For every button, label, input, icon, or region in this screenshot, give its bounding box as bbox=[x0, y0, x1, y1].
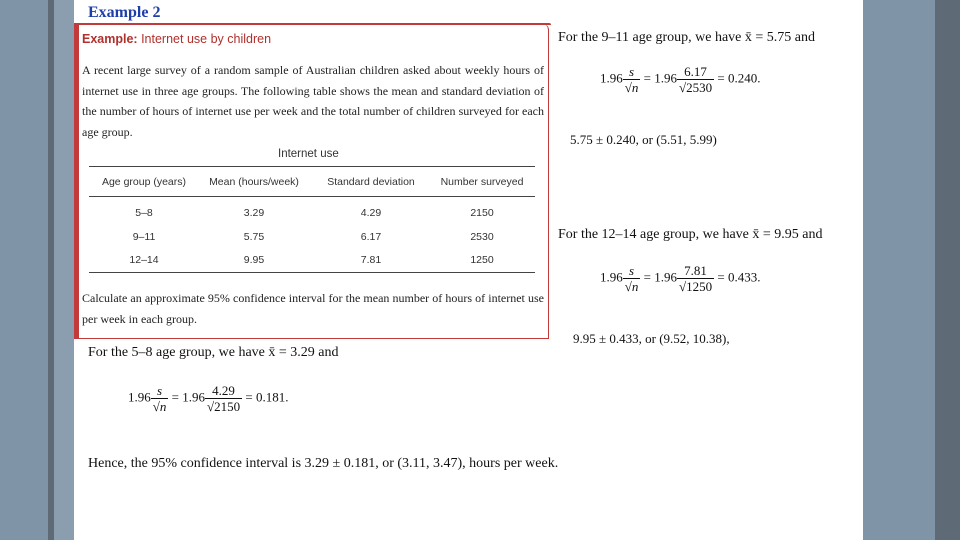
left-frame bbox=[0, 0, 48, 540]
table-cell: 5.75 bbox=[243, 231, 265, 243]
table-header-age: Age group (years) bbox=[101, 176, 187, 188]
table-cell: 9.95 bbox=[243, 254, 265, 266]
table-cell: 4.29 bbox=[360, 207, 382, 219]
table-cell: 6.17 bbox=[360, 231, 382, 243]
s-symbol: s bbox=[623, 263, 641, 279]
solution-5-8-formula: 1.96 $\frac{s}{√n}$ = 1.96 $\frac{4.29}{√2150}$ = 0.181. bbox=[128, 383, 289, 414]
left-frame-inner bbox=[54, 0, 74, 540]
example-question: Calculate an approximate 95% confidence interval for the mean number of hours of internet use per week in each group. bbox=[82, 291, 544, 326]
example-topic: Internet use by children bbox=[141, 32, 272, 46]
table-cell: 9–11 bbox=[132, 231, 156, 243]
table-cell: 1250 bbox=[470, 254, 494, 266]
right-frame-stripe bbox=[935, 0, 960, 540]
coef: 1.96 bbox=[128, 389, 151, 405]
solution-5-8-conclusion: Hence, the 95% confidence interval is 3.29 ± 0.181, or (3.11, 3.47), hours per week. bbox=[88, 456, 559, 471]
solution-12-14-formula: 1.96 $\frac{s}{√n}$ = 1.96 $\frac{7.81}{√1250}$ = 0.433. bbox=[600, 263, 761, 294]
example-label: Example: bbox=[82, 32, 138, 46]
table-cell: 3.29 bbox=[243, 207, 265, 219]
n-value: 1250 bbox=[686, 279, 713, 294]
example-box-top-border bbox=[74, 23, 551, 25]
coef: 1.96 bbox=[654, 269, 677, 285]
table-header-sd: Standard deviation bbox=[327, 176, 415, 188]
table-caption: Internet use bbox=[278, 148, 339, 160]
solution-9-11-interval: 5.75 ± 0.240, or (5.51, 5.99) bbox=[570, 132, 717, 147]
table-header-mean: Mean (hours/week) bbox=[209, 176, 299, 188]
table-header-rule bbox=[89, 196, 535, 197]
table-header-n: Number surveyed bbox=[440, 176, 524, 188]
s-symbol: s bbox=[151, 383, 169, 399]
solution-12-14-interval: 9.95 ± 0.433, or (9.52, 10.38), bbox=[573, 331, 730, 346]
table-cell: 7.81 bbox=[360, 254, 382, 266]
sd-value: 6.17 bbox=[677, 64, 714, 80]
solution-9-11-intro: For the 9–11 age group, we have x̄ = 5.75 and bbox=[558, 30, 815, 45]
coef: 1.96 bbox=[654, 70, 677, 86]
solution-12-14-intro: For the 12–14 age group, we have x̄ = 9.95 and bbox=[558, 227, 823, 242]
n-value: 2530 bbox=[686, 80, 713, 95]
table-cell: 2530 bbox=[470, 231, 494, 243]
s-symbol: s bbox=[623, 64, 641, 80]
coef: 1.96 bbox=[600, 70, 623, 86]
solution-5-8-intro: For the 5–8 age group, we have x̄ = 3.29 and bbox=[88, 345, 339, 360]
n-symbol: n bbox=[631, 80, 639, 95]
n-symbol: n bbox=[631, 279, 639, 294]
coef: 1.96 bbox=[600, 269, 623, 285]
example-description: A recent large survey of a random sample of Australian children asked about weekly hours of internet use in three age groups. The following table shows the mean and standard deviation of the number of hours of internet use per week and the total number of children surveyed for each age group. bbox=[82, 63, 544, 139]
table-cell: 12–14 bbox=[129, 254, 159, 266]
example-heading bbox=[82, 32, 271, 46]
n-value: 2150 bbox=[214, 399, 241, 414]
sd-value: 4.29 bbox=[205, 383, 242, 399]
table-cell: 2150 bbox=[470, 207, 494, 219]
table-top-rule bbox=[89, 166, 535, 167]
result: = 0.433. bbox=[717, 269, 761, 285]
table-cell: 5–8 bbox=[135, 207, 153, 219]
solution-9-11-formula: 1.96 $\frac{s}{√n}$ = 1.96 $\frac{6.17}{√2530}$ = 0.240. bbox=[600, 64, 761, 95]
n-symbol: n bbox=[159, 399, 167, 414]
right-frame bbox=[863, 0, 935, 540]
result: = 0.181. bbox=[245, 389, 289, 405]
sd-value: 7.81 bbox=[677, 263, 714, 279]
table-bottom-rule bbox=[89, 272, 535, 273]
result: = 0.240. bbox=[717, 70, 761, 86]
coef: 1.96 bbox=[182, 389, 205, 405]
slide-title: Example 2 bbox=[88, 4, 161, 21]
